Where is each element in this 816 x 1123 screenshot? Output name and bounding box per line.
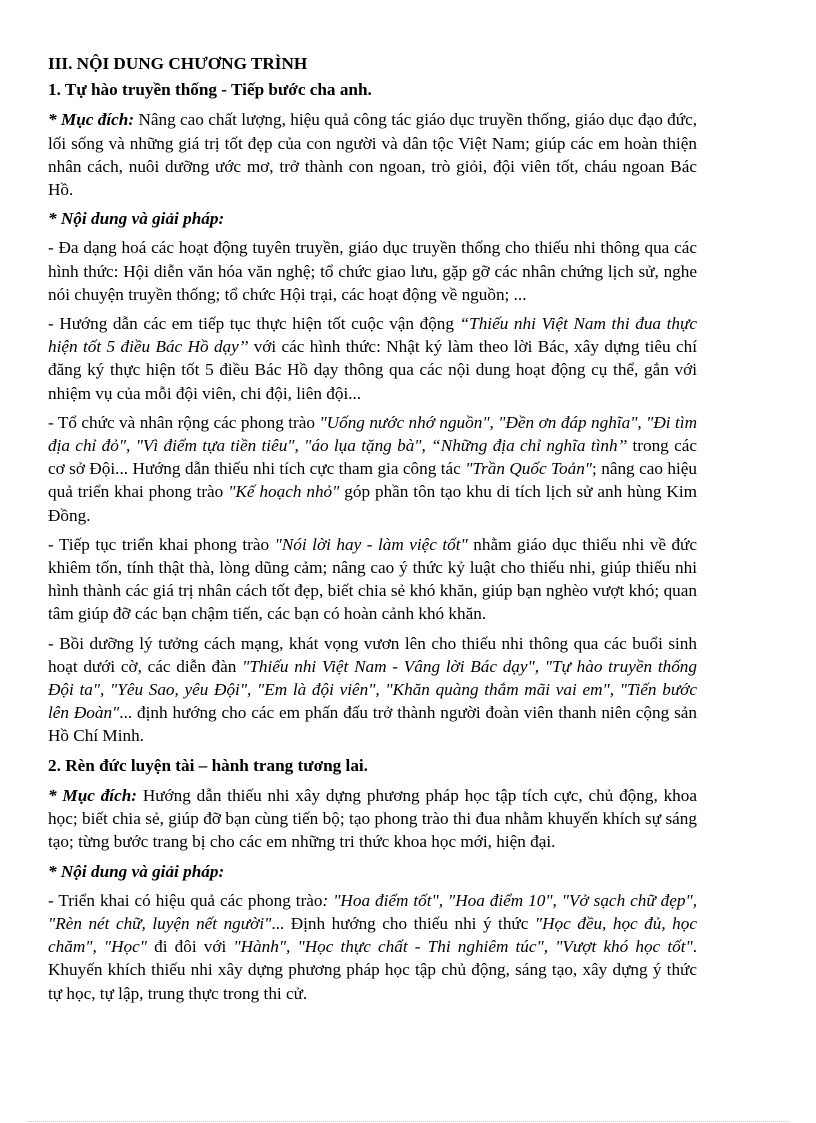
text-run: góp phần tôn tạo khu di tích lịch sử anh hùng Kim Đồng. [48,482,697,525]
quoted-run: "Học đều, học đủ, học chăm", "Học" [48,913,697,957]
subsection-heading-2: 2. Rèn đức luyện tài – hành trang tương lai. [48,755,368,775]
quoted-run: "Nói lời hay - làm việc tốt" [274,534,468,554]
quoted-run: : "Hoa điểm tốt", "Hoa điểm 10", "Vở sạch chữ đẹp", "Rèn nét chữ, luyện nết người" [48,890,698,933]
text-run: ... Định hướng cho thiếu nhi ý thức [271,913,535,933]
text-run: nhằm giáo dục thiếu nhi về đức khiêm tốn, tính thật thà, lòng dũng cảm; nâng cao ý thức kỷ luật cho thiếu nhi, giúp thiếu nhi hình thành các giá trị nhân cách tốt đẹp, biết chia sẻ khó khăn, giúp bạn nghèo vượt khó; quan tâm giúp đỡ các bạn chậm tiến, các bạn có hoàn cảnh khó khăn. [48,534,697,624]
text-run: - Tổ chức và nhân rộng các phong trào [48,412,320,432]
quoted-run: "Thiếu nhi Việt Nam - Vâng lời Bác dạy", "Tự hào truyền thống Đội ta", "Yêu Sao, yêu Đội", "Em là đội viên", "Khăn quàng thắm mãi vai em", "Tiến bước lên Đoàn" [48,656,697,723]
s1-paragraph-2 [48,312,697,405]
s1-content-solutions-label: * Nội dung và giải pháp: [48,209,225,229]
quoted-run: “Thiếu nhi Việt Nam thi đua thực hiện tốt 5 điều Bác Hồ dạy’’ [48,314,697,357]
quoted-run: "Kế hoạch nhỏ" [228,482,340,502]
text-run: - Triển khai có hiệu quả các phong trào [48,890,323,910]
s2-purpose-paragraph [48,784,697,854]
text-run: với các hình thức: Nhật ký làm theo lời Bác, xây dựng tiêu chí đăng ký thực hiện tốt 5 điều Bác Hồ dạy thông qua các nội dung hoạt động cụ thể, gắn với nhiệm vụ của mỗi đội viên, chi đội, liên đội... [48,337,697,403]
text-run: ; nâng cao hiệu quả triển khai phong trào [48,459,697,502]
page-bottom-dotted-rule [28,1121,788,1122]
s1-paragraph-1: - Đa dạng hoá các hoạt động tuyên truyền, giáo dục truyền thống cho thiếu nhi thông qua các hình thức: Hội diễn văn hóa văn nghệ; tổ chức giao lưu, gặp gỡ các nhân chứng lịch sử, nghe nói chuyện truyền thống; tổ chức Hội trại, các hoạt động về nguồn; ... [48,238,697,304]
text-run: . Khuyến khích thiếu nhi xây dựng phương pháp học tập chủ động, sáng tạo, xây dựng ý thức tự học, tự lập, trung thực trong thi cử. [48,937,698,1003]
text-run: - Tiếp tục triển khai phong trào [48,534,275,554]
s2-paragraph-1 [48,889,697,1005]
quoted-run: "Uống nước nhớ nguồn", "Đền ơn đáp nghĩa", "Đi tìm địa chỉ đỏ", "Vì điểm tựa tiền tiêu", "áo lụa tặng bà", “Những địa chỉ nghĩa tình’’ [48,412,697,456]
quoted-run: "Hành", "Học thực chất - Thi nghiêm túc", "Vượt khó học tốt" [233,937,693,957]
text-run: trong các cơ sở Đội... Hướng dẫn thiếu nhi tích cực tham gia công tác [48,436,698,479]
text-run: đi đôi với [146,937,234,957]
text-run: - Hướng dẫn các em tiếp tục thực hiện tốt cuộc vận động [48,314,460,334]
s1-purpose-text: Nâng cao chất lượng, hiệu quả công tác giáo dục truyền thống, giáo dục đạo đức, lối sống và những giá trị tốt đẹp của con người và dân tộc Việt Nam; giúp các em hoàn thiện nhân cách, nuôi dưỡng ước mơ, trở thành con ngoan, trò giỏi, đội viên tốt, cháu ngoan Bác Hồ. [48,110,697,200]
quoted-run: "Trần Quốc Toản" [465,459,593,479]
s1-paragraph-3 [48,411,697,527]
text-run: - Bồi dưỡng lý tưởng cách mạng, khát vọng vươn lên cho thiếu nhi thông qua các buổi sinh hoạt dưới cờ, các diễn đàn [48,633,697,676]
text-run: ... định hướng cho các em phấn đấu trở thành người đoàn viên thanh niên cộng sản Hồ Chí Minh. [48,703,697,746]
s1-purpose-paragraph [48,108,697,201]
s1-paragraph-5 [48,632,697,748]
purpose-label: * Mục đích: [48,110,135,130]
s2-content-solutions-label: * Nội dung và giải pháp: [48,861,225,881]
subsection-heading-1: 1. Tự hào truyền thống - Tiếp bước cha anh. [48,80,372,100]
purpose-label: * Mục đích: [48,785,137,805]
s2-purpose-text: Hướng dẫn thiếu nhi xây dựng phương pháp học tập tích cực, chủ động, khoa học; biết chia sẻ, giúp đỡ bạn cùng tiến bộ; tạo phong trào thi đua nhằm khuyến khích sự sáng tạo; từng bước trang bị cho các em những tri thức khoa học mới, hiện đại. [48,785,698,852]
s1-paragraph-4 [48,533,697,626]
document-content [48,52,697,1011]
section-heading-iii: III. NỘI DUNG CHƯƠNG TRÌNH [48,54,308,73]
